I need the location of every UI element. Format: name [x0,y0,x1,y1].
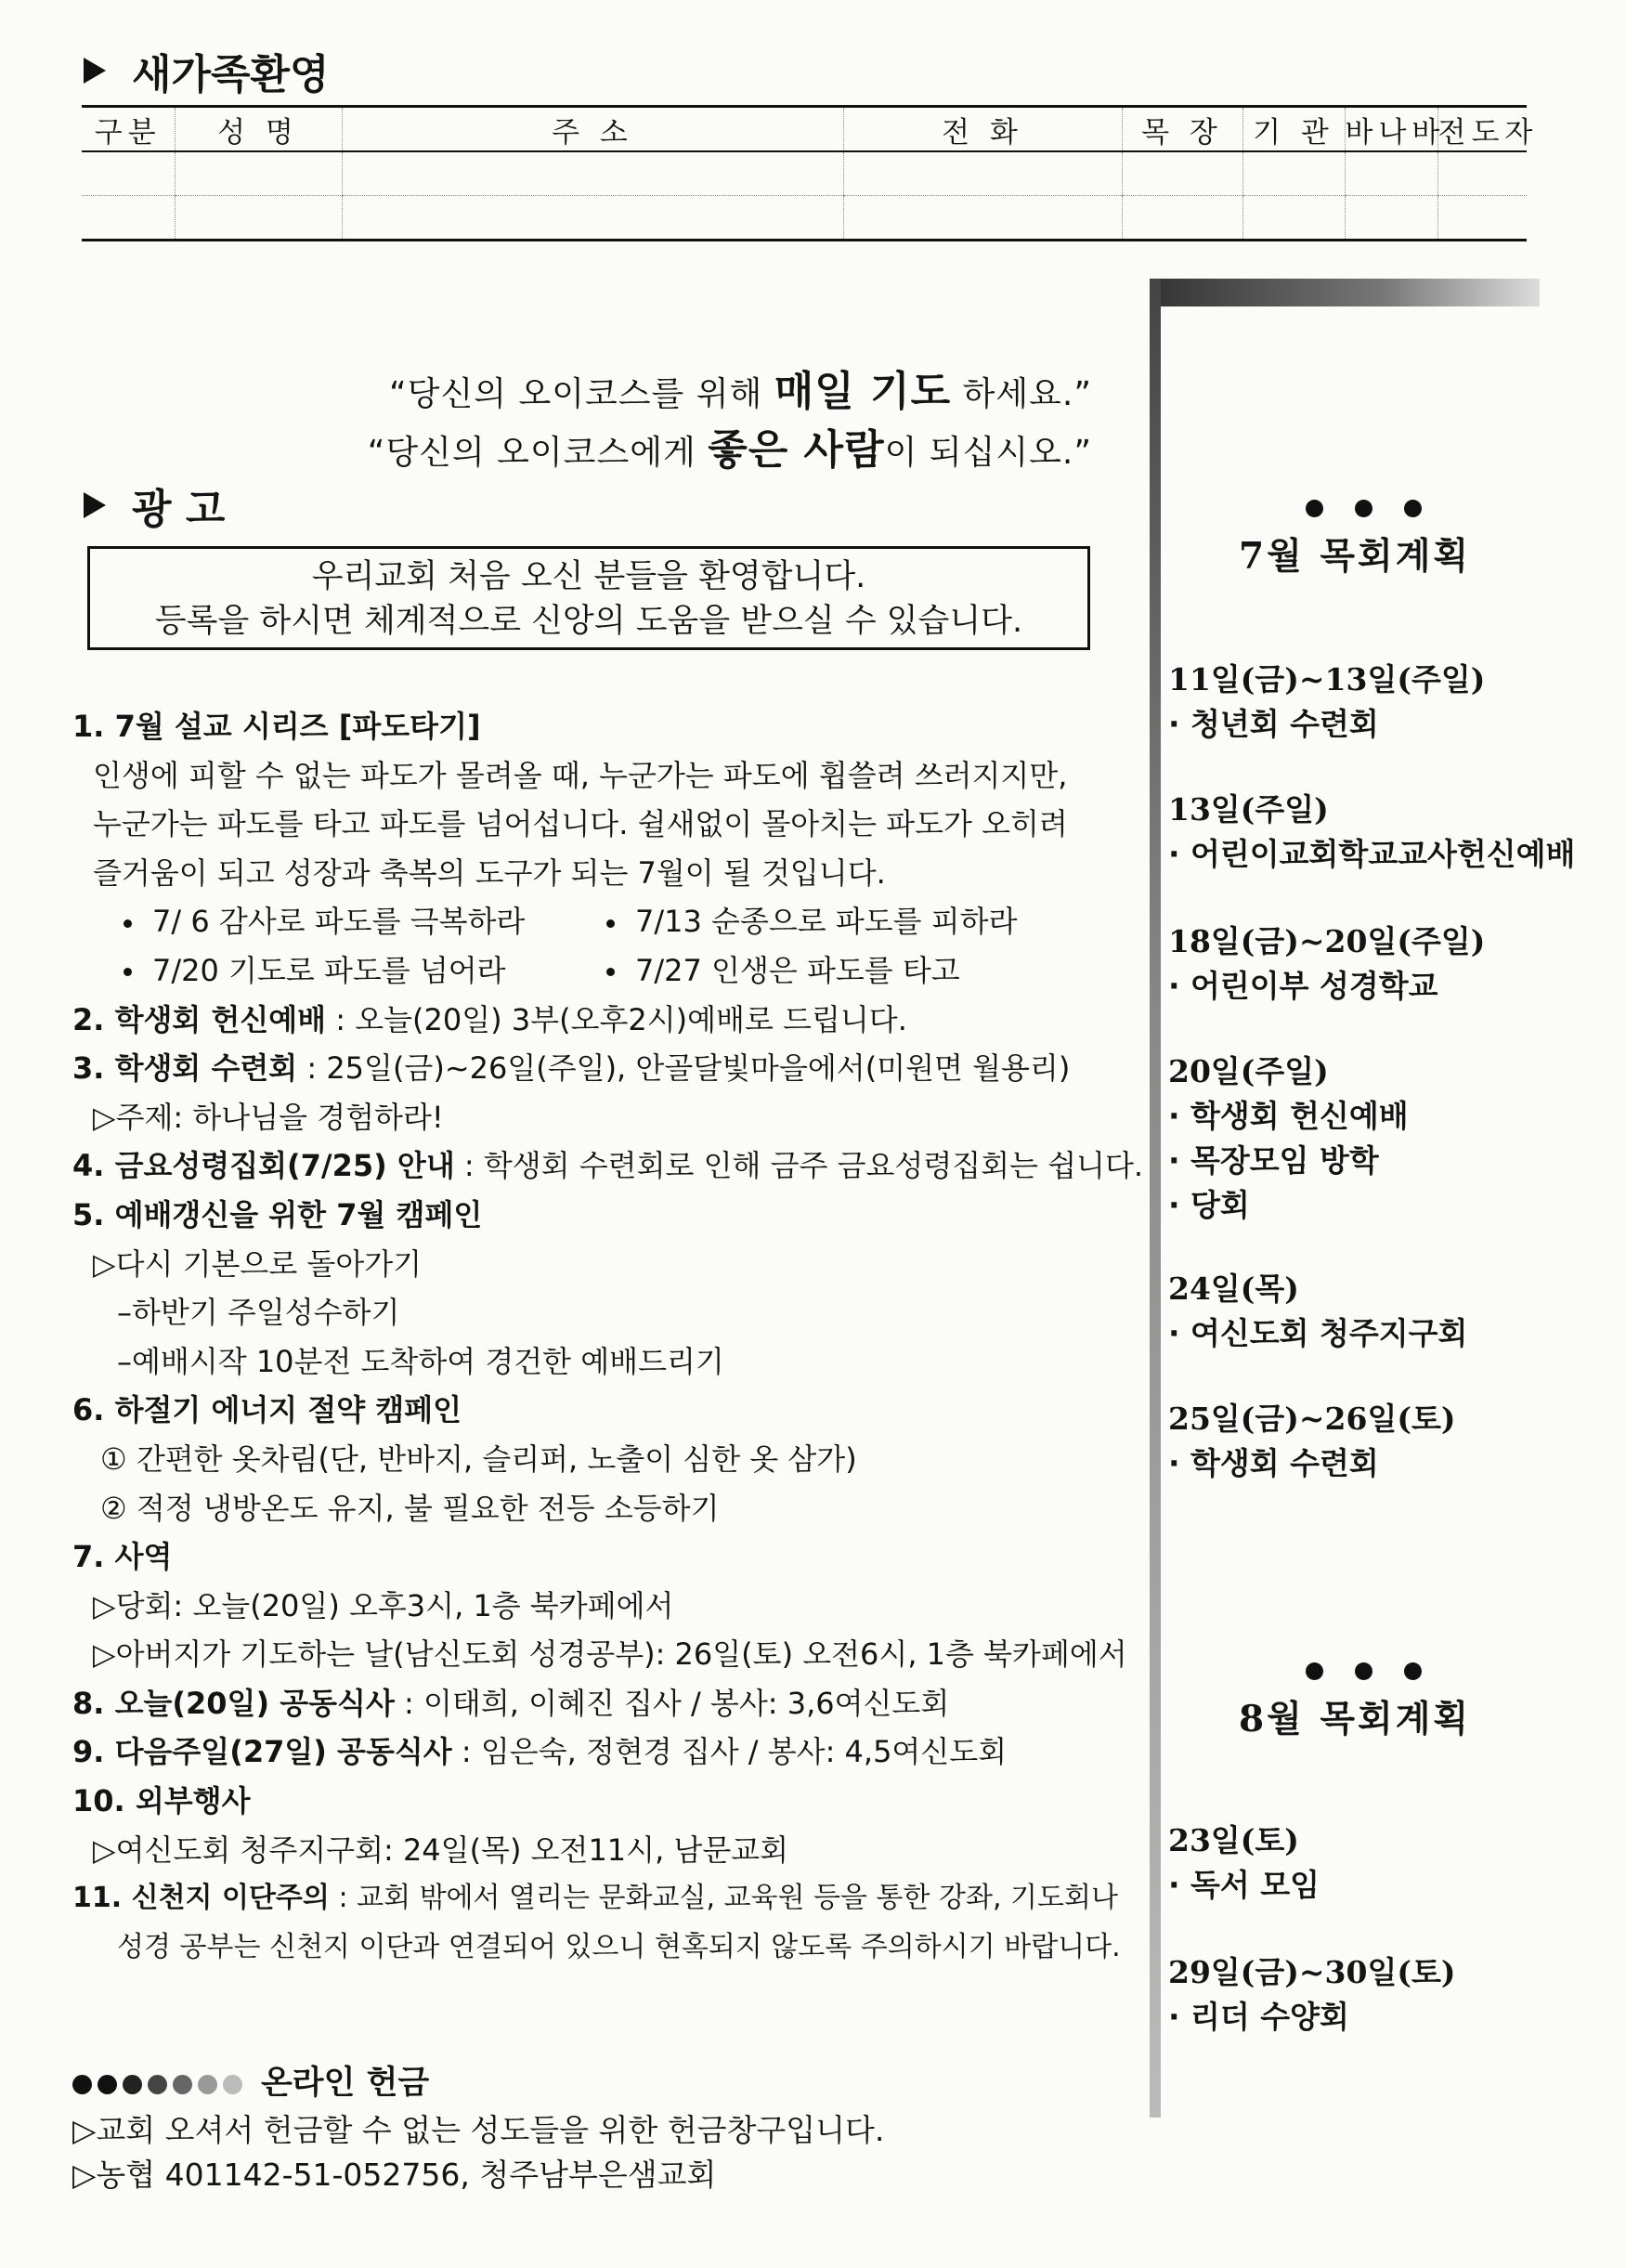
online-offering-line: ▷교회 오셔서 헌금할 수 없는 성도들을 위한 헌금창구입니다. [72,2112,885,2148]
table-header-row [82,107,1527,152]
event-item: · 청년회 수련회 [1168,706,1379,742]
three-dots-icon [1306,1662,1422,1680]
announcement-heading: 9. 다음주일(27일) 공동식사 [72,1734,452,1770]
event-item: · 여신도회 청주지구회 [1168,1315,1468,1351]
announcement-7-heading: 7. 사역 [72,1539,173,1575]
dots-icon [72,2075,242,2094]
col-cell-group: 목 장 [1122,107,1242,152]
event-date: 25일(금)~26일(토) [1168,1401,1456,1437]
event-item: · 어린이교회학교교사헌신예배 [1168,836,1576,872]
announcement-1-body: 누군가는 파도를 타고 파도를 넘어섭니다. 쉴새없이 몰아치는 파도가 오히려 [93,806,1068,842]
bank-account-line: ▷농협 401142-51-052756, 청주남부은샘교회 [72,2157,717,2193]
event-item: · 학생회 수련회 [1168,1445,1379,1481]
announcement-text: : 학생회 수련회로 인해 금주 금요성령집회는 쉽니다. [454,1148,1144,1184]
sidebar-top-bar [1150,279,1540,306]
july-event [1168,1397,1595,1486]
table-row [82,151,1527,196]
august-plan-title: 8월 목회계획 [1239,1698,1472,1740]
announcement-3 [72,1044,1122,1093]
ads-title: 광 고 [132,486,226,533]
sidebar-divider [1150,279,1161,2118]
bullet-icon [124,968,132,976]
col-address: 주 소 [342,107,843,152]
announcement-10-heading: 10. 외부행사 [72,1783,251,1819]
event-date: 18일(금)~20일(주일) [1168,923,1486,959]
sermon-item: 7/27 인생은 파도를 타고 [635,952,960,988]
august-event [1168,1818,1595,1908]
quote-pray [389,358,1092,417]
announcement-heading: 8. 오늘(20일) 공동식사 [72,1685,395,1721]
event-item: · 당회 [1168,1187,1250,1223]
sermon-item: 7/ 6 감사로 파도를 극복하라 [152,904,526,940]
quote-text: “당신의 오이코스에게 [367,434,709,472]
bullet-icon [606,919,615,928]
triangle-bullet-icon [84,492,106,518]
quote-text: 이 되십시오.” [884,434,1092,472]
announcement-11 [72,1874,1122,1923]
ads-heading [84,476,225,535]
welcome-box [87,546,1090,650]
announcement-5-sub: ▷다시 기본으로 돌아가기 [93,1245,423,1282]
pastoral-plan-sidebar [1150,279,1576,2118]
triangle-bullet-icon [84,58,106,84]
newfamily-table [82,105,1539,241]
quote-text: “당신의 오이코스를 위해 [389,375,774,413]
col-barnabas: 바나바 [1345,107,1437,152]
july-event [1168,658,1595,747]
announcement-11-cont: 성경 공부는 신천지 이단과 연결되어 있으니 현혹되지 않도록 주의하시기 바랍니다. [117,1930,1121,1963]
sermon-series-row [72,946,1122,996]
announcement-1-body: 인생에 피할 수 없는 파도가 몰려올 때, 누군가는 파도에 휩쓸려 쓰러지지만, [93,757,1068,793]
july-event [1168,919,1595,1009]
online-offering [72,2058,884,2197]
announcement-text: : 25일(금)~26일(주일), 안골달빛마을에서(미원면 월용리) [297,1050,1071,1087]
announcement-3-sub: ▷주제: 하나님을 경험하라! [93,1099,444,1135]
event-item: · 리더 수양회 [1168,1999,1349,2035]
event-date: 13일(주일) [1168,791,1329,828]
table-row [82,196,1527,241]
announcement-6-sub: ① 간편한 옷차림(단, 반바지, 슬리퍼, 노출이 심한 옷 삼가) [100,1440,857,1477]
announcement-7-sub: ▷아버지가 기도하는 날(남신도회 성경공부): 26일(토) 오전6시, 1층 북카페에서 [93,1636,1127,1673]
announcement-heading: 2. 학생회 헌신예배 [72,1001,327,1037]
announcement-list [72,702,1144,1972]
three-dots-icon [1306,500,1422,517]
bullet-icon [606,968,615,976]
newfamily-heading [84,41,330,100]
online-offering-title: 온라인 헌금 [261,2065,430,2102]
july-event [1168,1267,1595,1356]
july-event [1168,1049,1595,1228]
col-phone: 전 화 [843,107,1122,152]
announcement-10-sub: ▷여신도회 청주지구회: 24일(목) 오전11시, 남문교회 [93,1831,789,1868]
sermon-item: 7/13 순종으로 파도를 피하라 [635,904,1018,940]
announcement-text: : 이태희, 이혜진 집사 / 봉사: 3,6여신도회 [394,1685,950,1721]
bullet-icon [124,919,132,928]
col-name: 성 명 [175,107,342,152]
welcome-line: 우리교회 처음 오신 분들을 환영합니다. [311,558,866,595]
col-category: 구분 [82,107,175,152]
july-plan-title: 7월 목회계획 [1239,535,1472,578]
sermon-series-row [72,897,1122,946]
quote-good-person [368,416,1092,476]
announcement-5-sub: –예배시작 10분전 도착하여 경건한 예배드리기 [117,1343,724,1379]
july-event [1168,788,1595,877]
announcement-1-heading: 1. 7월 설교 시리즈 [파도타기] [72,709,481,744]
announcement-text: : 교회 밖에서 열리는 문화교실, 교육원 등을 통한 강좌, 기도회나 [329,1882,1118,1915]
announcement-heading: 3. 학생회 수련회 [72,1050,298,1087]
welcome-line: 등록을 하시면 체계적으로 신앙의 도움을 받으실 수 있습니다. [154,603,1023,640]
event-item: · 학생회 헌신예배 [1168,1098,1409,1134]
newfamily-title: 새가족환영 [132,51,330,98]
announcement-8 [72,1679,1122,1728]
event-date: 24일(목) [1168,1271,1299,1307]
announcement-text: : 오늘(20일) 3부(오후2시)예배로 드립니다. [326,1001,907,1037]
event-item: · 어린이부 성경학교 [1168,968,1438,1004]
announcement-6-heading: 6. 하절기 에너지 절약 캠페인 [72,1392,462,1428]
event-date: 23일(토) [1168,1822,1299,1858]
event-item: · 독서 모임 [1168,1867,1320,1903]
event-date: 29일(금)~30일(토) [1168,1954,1456,1990]
announcement-4 [72,1141,1144,1191]
announcement-6-sub: ② 적정 냉방온도 유지, 불 필요한 전등 소등하기 [100,1490,720,1526]
event-date: 20일(주일) [1168,1053,1329,1089]
online-offering-heading [72,2058,884,2108]
col-evangelist: 전도자 [1437,107,1527,152]
col-department: 기 관 [1242,107,1345,152]
announcement-2 [72,996,1122,1045]
quote-emphasis: 좋은 사람 [708,426,885,474]
announcement-heading: 4. 금요성령집회(7/25) 안내 [72,1148,455,1184]
event-date: 11일(금)~13일(주일) [1168,661,1486,697]
announcement-9 [72,1727,1122,1777]
august-event [1168,1950,1595,2040]
sermon-item: 7/20 기도로 파도를 넘어라 [152,952,506,988]
quote-text: 하세요.” [951,375,1092,413]
quote-emphasis: 매일 기도 [774,368,952,415]
announcement-5-sub: –하반기 주일성수하기 [117,1295,400,1331]
announcement-text: : 임은숙, 정현경 집사 / 봉사: 4,5여신도회 [451,1734,1008,1770]
announcement-heading: 11. 신천지 이단주의 [72,1882,330,1915]
announcement-1-body: 즐거움이 되고 성장과 축복의 도구가 되는 7월이 될 것입니다. [93,854,886,891]
event-item: · 목장모임 방학 [1168,1142,1379,1179]
announcement-5-heading: 5. 예배갱신을 위한 7월 캠페인 [72,1196,483,1232]
announcement-7-sub: ▷당회: 오늘(20일) 오후3시, 1층 북카페에서 [93,1587,674,1623]
